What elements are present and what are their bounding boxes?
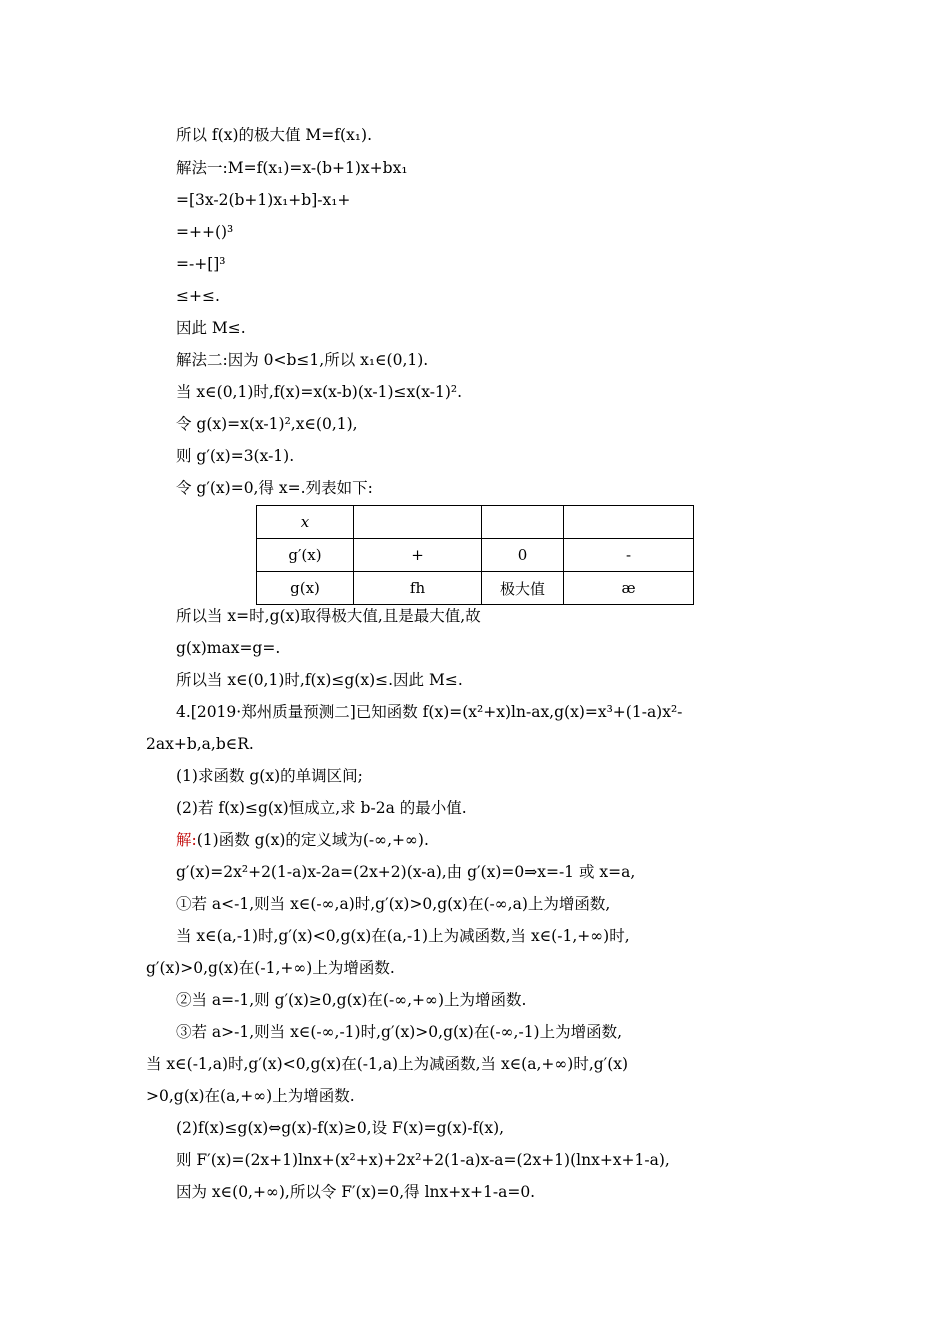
table-row <box>257 539 694 572</box>
solution-line: ①若 a<-1,则当 x∈(-∞,a)时,g′(x)>0,g(x)在(-∞,a)上为增函数, <box>176 895 611 913</box>
solution-line: 因为 x∈(0,+∞),所以令 F′(x)=0,得 lnx+x+1-a=0. <box>176 1183 536 1201</box>
solution-line: 则 F′(x)=(2x+1)lnx+(x²+x)+2x²+2(1-a)x-a=(2x+1)(lnx+x+1-a), <box>176 1151 670 1169</box>
solution-line: ③若 a>-1,则当 x∈(-∞,-1)时,g′(x)>0,g(x)在(-∞,-1)上为增函数, <box>176 1023 623 1041</box>
text-line: 令 g(x)=x(x-1)²,x∈(0,1), <box>176 415 358 433</box>
text-line: 令 g′(x)=0,得 x=.列表如下: <box>176 479 373 497</box>
text-line: g(x)max=g=. <box>176 639 281 657</box>
table-cell <box>354 506 482 539</box>
text-line: 解法一:M=f(x₁)=x-(b+1)x+bx₁ <box>176 159 408 177</box>
solution-line: ②当 a=-1,则 g′(x)≥0,g(x)在(-∞,+∞)上为增函数. <box>176 991 527 1009</box>
question-2: (2)若 f(x)≤g(x)恒成立,求 b-2a 的最小值. <box>176 799 467 817</box>
solution-line <box>176 830 429 850</box>
table-cell: 0 <box>482 539 564 572</box>
table-cell: g′(x) <box>257 539 354 572</box>
solution-line: g′(x)>0,g(x)在(-1,+∞)上为增函数. <box>146 959 395 977</box>
solution-line: g′(x)=2x²+2(1-a)x-2a=(2x+2)(x-a),由 g′(x)=0⇒x=-1 或 x=a, <box>176 863 636 881</box>
question-1: (1)求函数 g(x)的单调区间; <box>176 767 363 785</box>
table-row <box>257 572 694 605</box>
solution-line: (2)f(x)≤g(x)⇔g(x)-f(x)≥0,设 F(x)=g(x)-f(x), <box>176 1119 505 1137</box>
table-cell <box>564 506 694 539</box>
solution-line: >0,g(x)在(a,+∞)上为增函数. <box>146 1087 355 1105</box>
text-line: =++()³ <box>176 223 234 241</box>
solution-label: 解: <box>176 831 197 849</box>
table-cell: + <box>354 539 482 572</box>
text-line: 解法二:因为 0<b≤1,所以 x₁∈(0,1). <box>176 351 429 369</box>
table-row <box>257 506 694 539</box>
solution-line: 当 x∈(a,-1)时,g′(x)<0,g(x)在(a,-1)上为减函数,当 x∈(-1,+∞)时, <box>176 927 630 945</box>
table-cell: æ <box>564 572 694 605</box>
solution-line: 当 x∈(-1,a)时,g′(x)<0,g(x)在(-1,a)上为减函数,当 x∈(a,+∞)时,g′(x) <box>146 1055 629 1073</box>
table-cell <box>482 506 564 539</box>
table-cell: x <box>257 506 354 539</box>
text-line: =-+[]³ <box>176 255 226 273</box>
table-cell: fh <box>354 572 482 605</box>
text-line: =[3x-2(b+1)x₁+b]-x₁+ <box>176 191 351 209</box>
text-line: 当 x∈(0,1)时,f(x)=x(x-b)(x-1)≤x(x-1)². <box>176 383 463 401</box>
text-line: 因此 M≤. <box>176 319 246 337</box>
text-line: 所以当 x∈(0,1)时,f(x)≤g(x)≤.因此 M≤. <box>176 671 463 689</box>
text-line: 所以 f(x)的极大值 M=f(x₁). <box>176 126 372 144</box>
solution-text: (1)函数 g(x)的定义域为(-∞,+∞). <box>196 831 429 849</box>
table-cell: g(x) <box>257 572 354 605</box>
table-cell: - <box>564 539 694 572</box>
variation-table <box>256 505 694 605</box>
text-line: ≤+≤. <box>176 287 220 305</box>
problem-statement: 4.[2019·郑州质量预测二]已知函数 f(x)=(x²+x)ln-ax,g(x)=x³+(1-a)x²- <box>176 703 683 721</box>
text-line: 所以当 x=时,g(x)取得极大值,且是最大值,故 <box>176 607 481 625</box>
table-cell: 极大值 <box>482 572 564 605</box>
problem-statement-cont: 2ax+b,a,b∈R. <box>146 735 254 753</box>
text-line: 则 g′(x)=3(x-1). <box>176 447 295 465</box>
